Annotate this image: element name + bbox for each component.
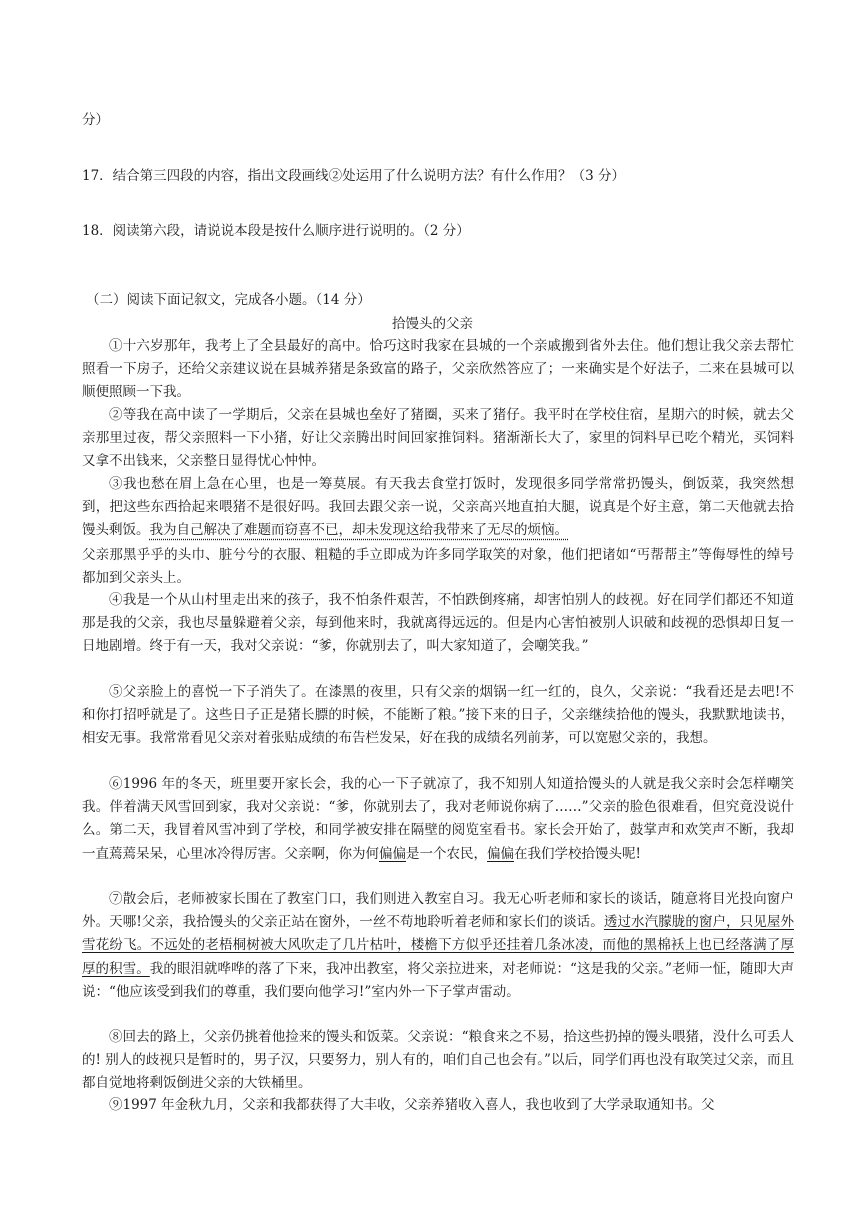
paragraph-3-part-a: ③我也愁在眉上急在心里，也是一筹莫展。有天我去食堂打饭时，发现很多同学常常扔馒头，倒饭菜，我突然想到，把这些东西拾起来喂猪不是很好吗。我回去跟父亲一说，父亲高兴地直拍大腿，说真是个好主意，第二天他就去拾馒头剩饭。 xyxy=(82,476,794,539)
paragraph-6 xyxy=(82,773,794,866)
paragraph-3-continued: 父亲那黑乎乎的头巾、脏兮兮的衣服、粗糙的手立即成为许多同学取笑的对象，他们把诸如“丐帮帮主”等侮辱性的绰号都加到父亲头上。 xyxy=(82,547,794,587)
paragraph-6-underline-1: 偏偏 xyxy=(379,845,406,862)
paragraph-6-underline-2: 偏偏 xyxy=(487,845,514,862)
article-title: 拾馒头的父亲 xyxy=(392,316,473,332)
question-18: 18．阅读第六段，请说说本段是按什么顺序进行说明的。（2 分） xyxy=(82,223,470,239)
paragraph-8: ⑧回去的路上，父亲仍挑着他捡来的馒头和饭菜。父亲说：“粮食来之不易，拾这些扔掉的馒头喂猪，没什么可丢人的! 别人的歧视只是暂时的，男子汉，只要努力，别人有的，咱们自己也会有。”以后，同学们再也没有取笑过父亲，而且都自觉地将剩饭倒进父亲的大铁桶里。 xyxy=(82,1029,794,1092)
paragraph-1: ①十六岁那年，我考上了全县最好的高中。恰巧这时我家在县城的一个亲戚搬到省外去住。他们想让我父亲去帮忙照看一下房子，还给父亲建议说在县城养猪是条致富的路子，父亲欣然答应了；一来确实是个好法子，二来在县城可以顺便照顾一下我。 xyxy=(82,338,794,401)
paragraph-5: ⑤父亲脸上的喜悦一下子消失了。在漆黑的夜里，只有父亲的烟锅一红一红的，良久，父亲说：“我看还是去吧!不和你打招呼就是了。这些日子正是猪长膘的时候，不能断了粮。”接下来的日子，父亲继续拾他的馒头，我默默地读书，相安无事。我常常看见父亲对着张贴成绩的布告栏发呆，好在我的成绩名列前茅，可以宽慰父亲的，我想。 xyxy=(82,684,794,747)
paragraph-6-part-e: 在我们学校拾馒头呢! xyxy=(514,845,641,862)
header-fragment: 分） xyxy=(82,112,109,128)
paragraph-7-part-a: ⑦散会后，老师被家长围在了教室门口，我们则进入教室自习。我无心听老师和家长的谈话，随意将目光投向窗户外。天哪!父亲，我拾馒头的父亲正站在窗外，一丝不苟地聆听着老师和家长们的谈话。 xyxy=(82,891,794,931)
question-17: 17．结合第三四段的内容，指出文段画线②处运用了什么说明方法？有什么作用？（3 分） xyxy=(82,168,626,184)
paragraph-4: ④我是一个从山村里走出来的孩子，我不怕条件艰苦，不怕跌倒疼痛，却害怕别人的歧视。好在同学们都还不知道那是我的父亲，我也尽量躲避着父亲，每到他来时，我就离得远远的。但是内心害怕被别人识破和歧视的恐惧却日复一日地剧增。终于有一天，我对父亲说：“爹，你就别去了，叫大家知道了，会嘲笑我。” xyxy=(82,592,794,655)
paragraph-3-dotted-sentence: 我为自己解决了难题而窃喜不已，却未发现这给我带来了无尽的烦恼。 xyxy=(149,522,568,539)
section-heading: （二）阅读下面记叙文，完成各小题。（14 分） xyxy=(86,292,371,308)
paragraph-3 xyxy=(82,473,794,543)
paragraph-7-part-c: 我的眼泪就哗哗的落了下来，我冲出教室，将父亲拉进来，对老师说：“这是我的父亲。”老师一怔，随即大声说：“他应该受到我们的尊重，我们要向他学习!”室内外一下子掌声雷动。 xyxy=(82,960,794,1000)
paragraph-7 xyxy=(82,888,794,1004)
paragraph-6-part-c: 是一个农民， xyxy=(406,845,487,862)
paragraph-7-underlined-passage: 透过水汽朦胧的窗户，只见屋外雪花纷飞。不远处的老梧桐树被大风吹走了几片枯叶，楼檐下方似乎还挂着几条冰凌，而他的黑棉袄上也已经落满了厚厚的积雪。 xyxy=(82,914,794,977)
paragraph-2: ②等我在高中读了一学期后，父亲在县城也垒好了猪圈，买来了猪仔。我平时在学校住宿，星期六的时候，就去父亲那里过夜，帮父亲照料一下小猪，好让父亲腾出时间回家推饲料。猪渐渐长大了，家里的饲料早已吃个精光，买饲料又拿不出钱来，父亲整日显得忧心忡忡。 xyxy=(82,407,794,470)
paragraph-9: ⑨1997 年金秋九月，父亲和我都获得了大丰收，父亲养猪收入喜人，我也收到了大学录取通知书。父 xyxy=(109,1097,715,1113)
paragraph-6-part-a: ⑥1996 年的冬天，班里要开家长会，我的心一下子就凉了，我不知别人知道拾馒头的人就是我父亲时会怎样嘲笑我。伴着满天风雪回到家，我对父亲说：“爹，你就别去了，我对老师说你病了……”父亲的脸色很难看，但究竟没说什么。第二天，我冒着风雪冲到了学校，和同学被安排在隔壁的阅览室看书。家长会开始了，鼓掌声和欢笑声不断，我却一直蔫蔫呆呆，心里冰冷得厉害。父亲啊，你为何 xyxy=(82,776,794,862)
